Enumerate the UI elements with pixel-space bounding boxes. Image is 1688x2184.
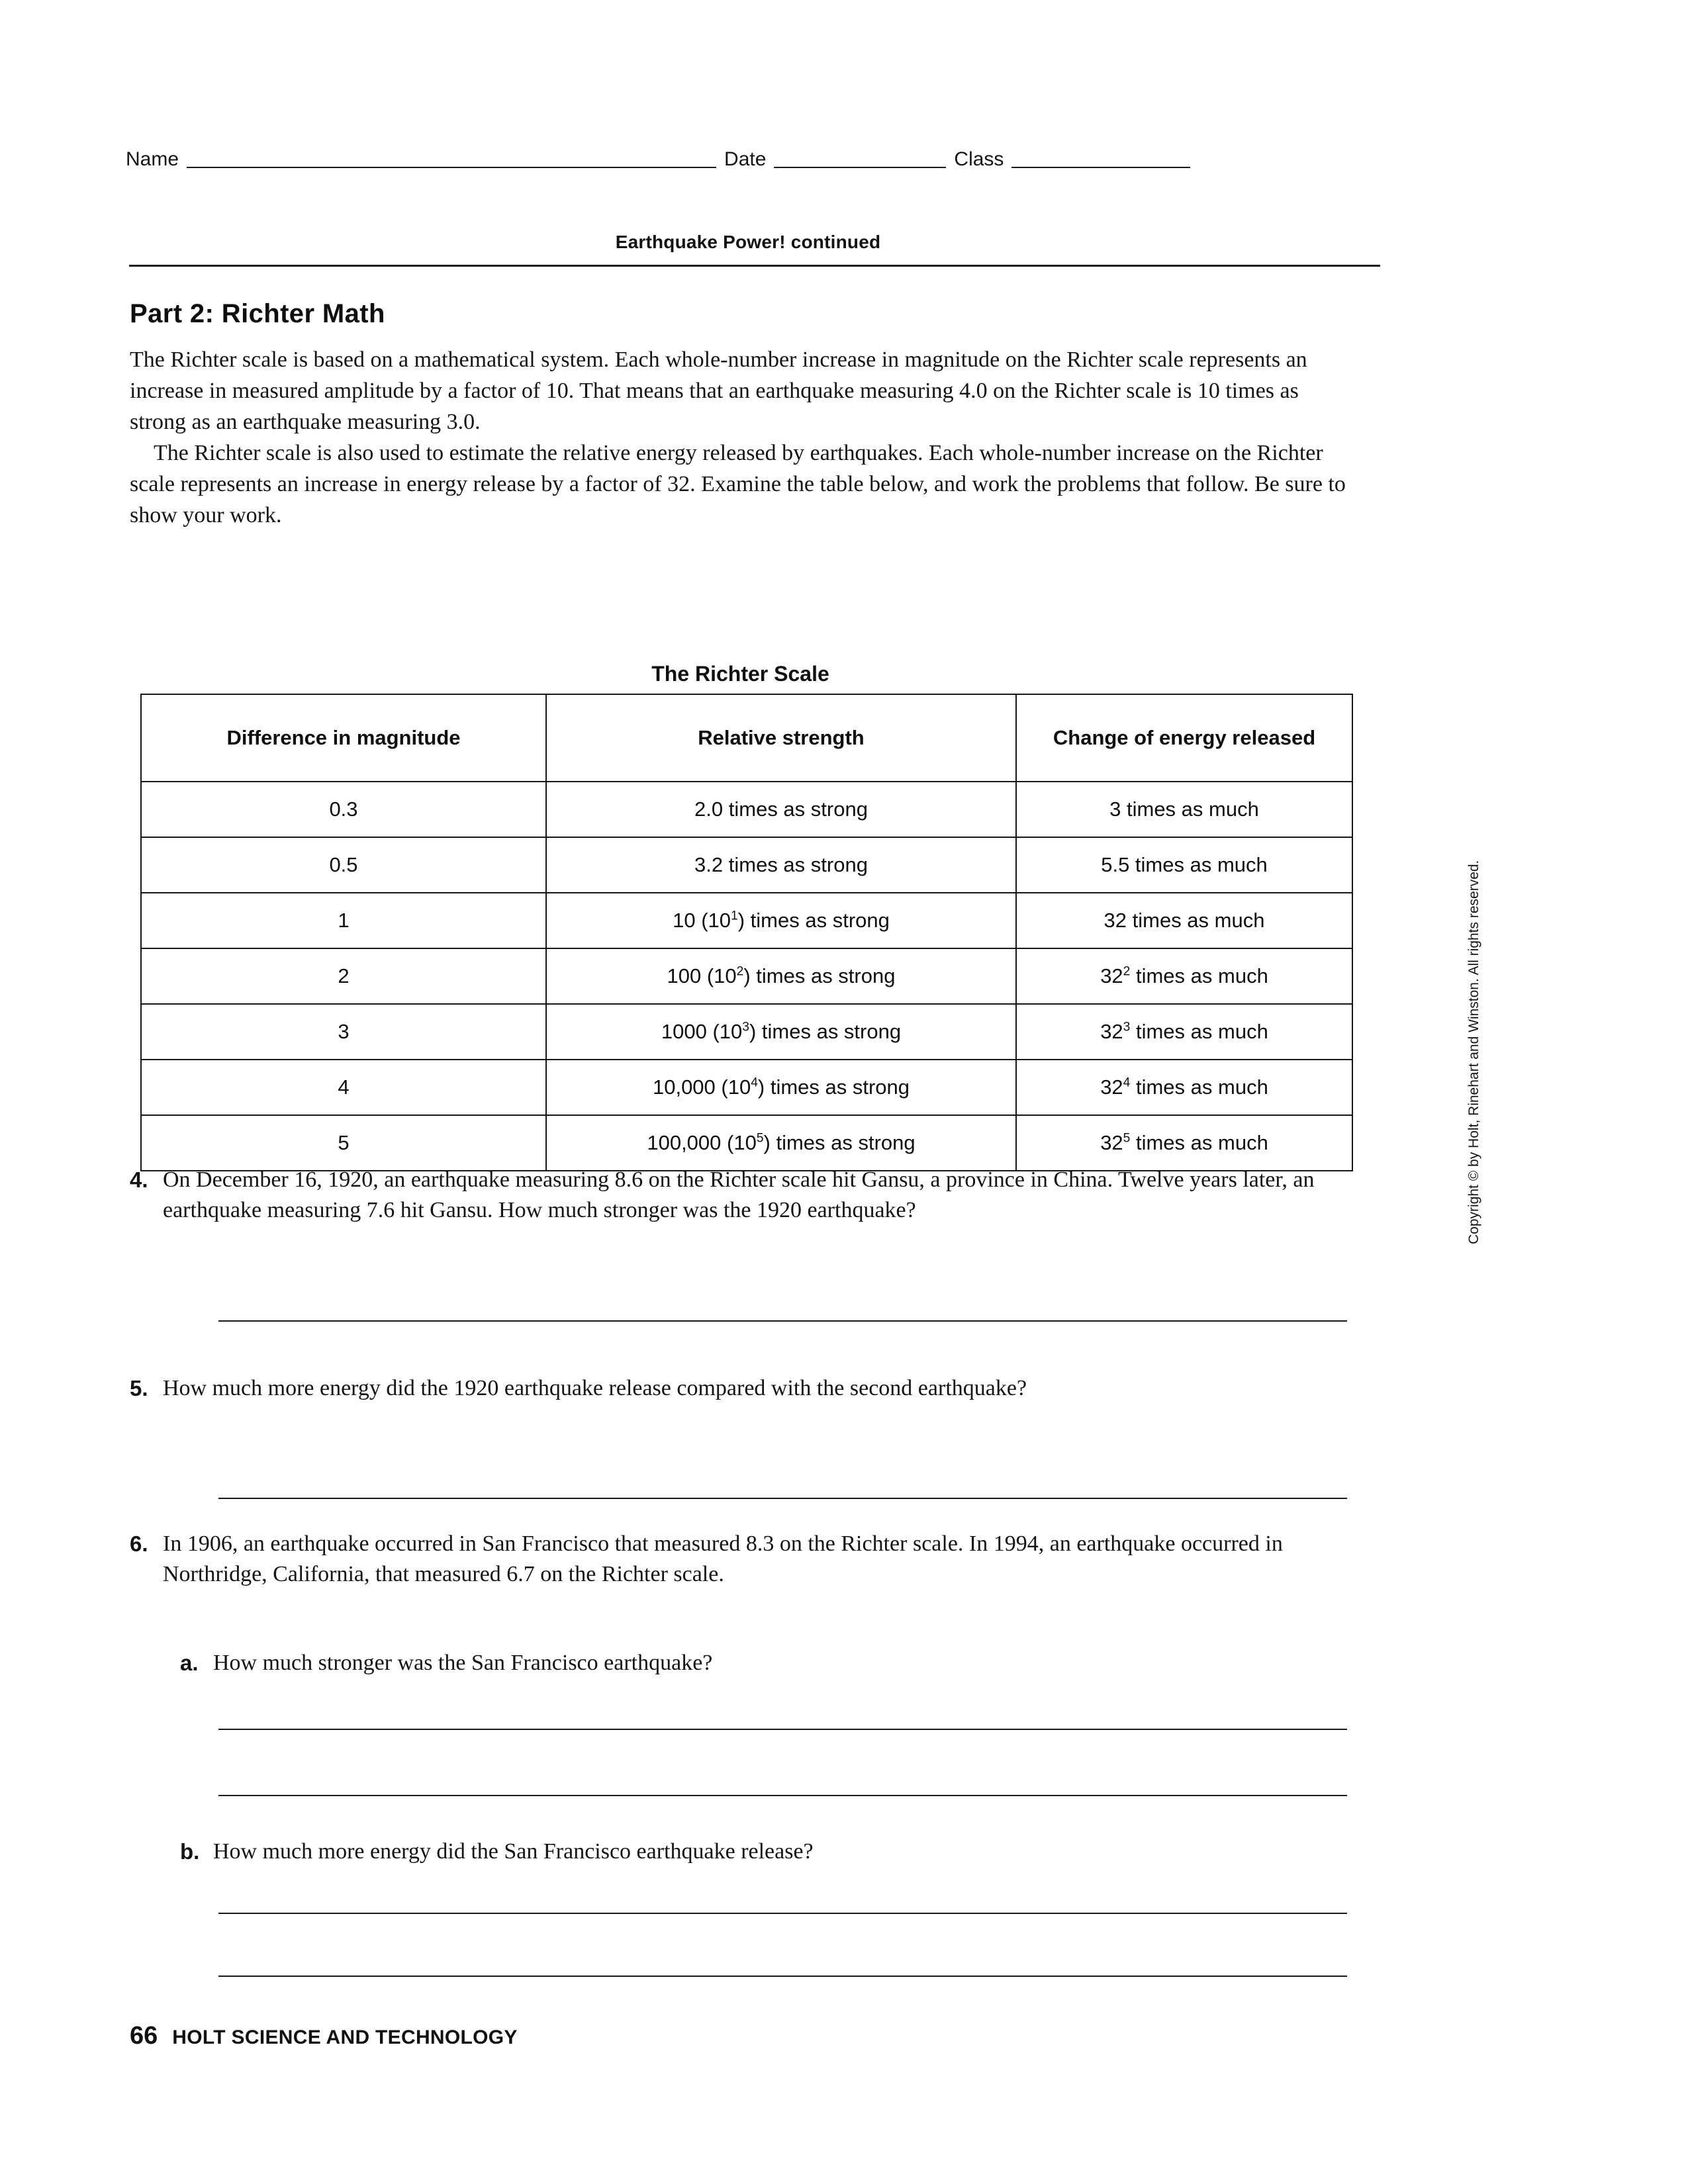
running-head: Earthquake Power! continued [615, 232, 881, 252]
table-row [141, 1115, 1352, 1171]
page-title: Part 2: Richter Math [130, 299, 385, 328]
answer-line-q5[interactable] [218, 1498, 1347, 1499]
table-title: The Richter Scale [651, 662, 829, 686]
cell-magnitude: 2 [141, 948, 546, 1004]
question-6a [180, 1648, 1352, 1678]
question-4-text: On December 16, 1920, an earthquake measuring 8.6 on the Richter scale hit Gansu, a province in China. Twelve years later, an earthquake measuring 7.6 hit Gansu. How much stronger was the 1920 earthquake? [163, 1167, 1315, 1222]
answer-line-q6a-2[interactable] [218, 1795, 1347, 1796]
table-row [141, 782, 1352, 837]
cell-energy: $32^4$ times as much [1016, 1060, 1352, 1115]
cell-magnitude: 1 [141, 893, 546, 948]
table-row [141, 948, 1352, 1004]
question-5 [130, 1373, 1354, 1404]
date-write-line[interactable] [774, 167, 946, 168]
answer-line-q6b-1[interactable] [218, 1913, 1347, 1914]
answer-line-q6b-2[interactable] [218, 1976, 1347, 1977]
intro-paragraph-2: The Richter scale is also used to estimate the relative energy released by earthquakes. Each whole-number increase on the Richter scale represents an increase in energy release by a factor of 32. Examine the table below, and work the problems that follow. Be sure to show your work. [130, 441, 1346, 527]
cell-strength: 3.2 times as strong [546, 837, 1016, 893]
answer-line-q4[interactable] [218, 1320, 1347, 1322]
cell-strength: 1000 $(10^3)$ times as strong [546, 1004, 1016, 1060]
name-label: Name [126, 148, 179, 170]
cell-magnitude: 4 [141, 1060, 546, 1115]
question-6b-text: How much more energy did the San Francisco earthquake release? [213, 1839, 814, 1864]
table-row [141, 893, 1352, 948]
page-footer [130, 2022, 518, 2050]
class-label: Class [954, 148, 1004, 170]
table-row [141, 1060, 1352, 1115]
book-title: HOLT SCIENCE AND TECHNOLOGY [172, 2026, 518, 2048]
cell-strength: 10,000 $(10^4)$ times as strong [546, 1060, 1016, 1115]
cell-strength: 10 $(10^1)$ times as strong [546, 893, 1016, 948]
table-row [141, 1004, 1352, 1060]
header-divider [129, 265, 1380, 267]
cell-strength: 100 $(10^2)$ times as strong [546, 948, 1016, 1004]
cell-magnitude: 5 [141, 1115, 546, 1171]
question-6 [130, 1529, 1354, 1590]
richter-scale-table [140, 694, 1353, 1171]
student-info-header [126, 132, 1397, 172]
date-label: Date [724, 148, 767, 170]
question-4 [130, 1165, 1354, 1226]
question-5-number: 5. [130, 1376, 148, 1400]
intro-paragraph-1: The Richter scale is based on a mathematical system. Each whole-number increase in magnitude on the Richter scale represents an increase in measured amplitude by a factor of 10. That means that an earthquake measuring 4.0 on the Richter scale is 10 times as strong as an earthquake measuring 3.0. [130, 347, 1307, 434]
cell-energy: 3 times as much [1016, 782, 1352, 837]
table-header-row [141, 694, 1352, 782]
question-4-number: 4. [130, 1167, 148, 1192]
name-write-line[interactable] [187, 167, 716, 168]
cell-strength: 100,000 $(10^5)$ times as strong [546, 1115, 1016, 1171]
cell-energy: 32 times as much [1016, 893, 1352, 948]
cell-strength: 2.0 times as strong [546, 782, 1016, 837]
column-header-energy: Change of energy released [1016, 694, 1352, 782]
table-row [141, 837, 1352, 893]
question-6-number: 6. [130, 1531, 148, 1556]
copyright-notice: Copyright © by Holt, Rinehart and Winston. All rights reserved. [1466, 860, 1481, 1244]
column-header-magnitude: Difference in magnitude [141, 694, 546, 782]
cell-magnitude: 0.5 [141, 837, 546, 893]
question-6-text: In 1906, an earthquake occurred in San Francisco that measured 8.3 on the Richter scale. In 1994, an earthquake occurred in Northridge, California, that measured 6.7 on the Richter scale. [163, 1531, 1283, 1586]
cell-energy: $32^5$ times as much [1016, 1115, 1352, 1171]
cell-energy: $32^2$ times as much [1016, 948, 1352, 1004]
page-number: 66 [130, 2022, 158, 2050]
column-header-strength: Relative strength [546, 694, 1016, 782]
question-6b-number: b. [180, 1839, 200, 1864]
question-6b [180, 1837, 1352, 1867]
question-5-text: How much more energy did the 1920 earthquake release compared with the second earthquake? [163, 1376, 1027, 1400]
cell-energy: 5.5 times as much [1016, 837, 1352, 893]
intro-text [130, 344, 1351, 531]
cell-energy: $32^3$ times as much [1016, 1004, 1352, 1060]
question-6a-text: How much stronger was the San Francisco earthquake? [213, 1651, 713, 1675]
class-write-line[interactable] [1011, 167, 1190, 168]
cell-magnitude: 3 [141, 1004, 546, 1060]
answer-line-q6a-1[interactable] [218, 1729, 1347, 1730]
question-6a-number: a. [180, 1651, 199, 1675]
cell-magnitude: 0.3 [141, 782, 546, 837]
